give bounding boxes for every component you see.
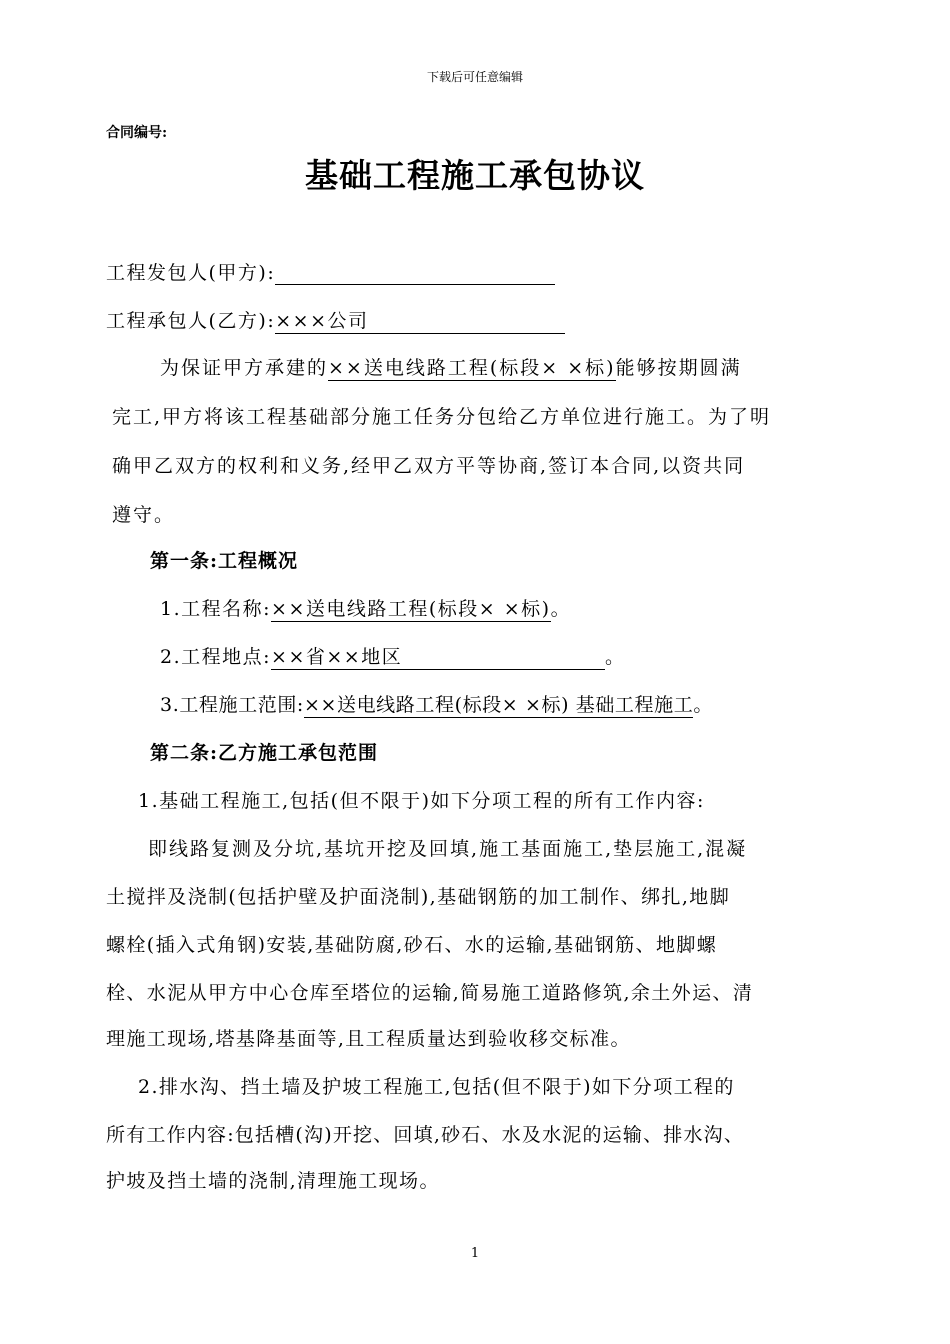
- article-2-item-1-line-1: 1.基础工程施工,包括(但不限于)如下分项工程的所有工作内容:: [138, 790, 705, 812]
- article-2-item-2-line-1: 2.排水沟、挡土墙及护坡工程施工,包括(但不限于)如下分项工程的: [138, 1076, 735, 1098]
- party-b-value: ×××公司: [275, 306, 565, 334]
- article-2-item-1-line-5: 栓、水泥从甲方中心仓库至塔位的运输,简易施工道路修筑,余土外运、清: [106, 982, 754, 1004]
- intro-line-3: 确甲乙双方的权利和义务,经甲乙双方平等协商,签订本合同,以资共同: [112, 455, 746, 477]
- project-name-value: ××送电线路工程(标段× ×标): [271, 594, 551, 622]
- article-1-item-1: [160, 594, 571, 622]
- intro-text: 为保证甲方承建的: [160, 357, 329, 379]
- article-2-item-1-line-4: 螺栓(插入式角钢)安装,基础防腐,砂石、水的运输,基础钢筋、地脚螺: [106, 934, 718, 956]
- intro-project-name: ××送电线路工程(标段× ×标): [328, 357, 616, 379]
- article-2-item-1-line-3: 土搅拌及浇制(包括护壁及护面浇制),基础钢筋的加工制作、绑扎,地脚: [106, 886, 731, 908]
- article-2-title: 第二条:乙方施工承包范围: [150, 742, 379, 764]
- project-location-value: ××省××地区: [271, 642, 605, 670]
- party-a-blank: [275, 262, 555, 285]
- intro-line-2: 完工,甲方将该工程基础部分施工任务分包给乙方单位进行施工。为了明: [112, 406, 772, 428]
- item-label: 2.工程地点:: [160, 646, 272, 668]
- party-a-line: [106, 258, 555, 285]
- item-label: 3.工程施工范围:: [160, 694, 304, 716]
- party-b-label: 工程承包人(乙方):: [106, 310, 276, 332]
- page-number: 1: [470, 1246, 480, 1261]
- party-a-label: 工程发包人(甲方):: [106, 262, 276, 284]
- item-label: 1.工程名称:: [160, 598, 272, 620]
- party-b-line: [106, 306, 565, 334]
- article-1-title: 第一条:工程概况: [150, 550, 299, 572]
- contract-number-label: 合同编号:: [106, 125, 168, 141]
- intro-text: 能够按期圆满: [615, 357, 742, 379]
- intro-line-1: [160, 344, 742, 393]
- article-2-item-1-line-6: 理施工现场,塔基降基面等,且工程质量达到验收移交标准。: [106, 1028, 631, 1050]
- construction-scope-value: ××送电线路工程(标段× ×标) 基础工程施工: [304, 690, 693, 718]
- article-1-item-2: [160, 642, 626, 670]
- item-end: 。: [605, 646, 626, 668]
- item-end: 。: [550, 598, 572, 620]
- item-end: 。: [693, 694, 713, 716]
- article-2-item-1-line-2: 即线路复测及分坑,基坑开挖及回填,施工基面施工,垫层施工,混凝: [148, 838, 748, 860]
- article-1-item-3: [160, 690, 713, 718]
- page-header: 下载后可任意编辑: [426, 70, 523, 84]
- article-2-item-2-line-2: 所有工作内容:包括槽(沟)开挖、回填,砂石、水及水泥的运输、排水沟、: [106, 1124, 745, 1146]
- document-title: 基础工程施工承包协议: [305, 156, 645, 195]
- intro-line-4: 遵守。: [112, 504, 176, 526]
- article-2-item-2-line-3: 护坡及挡土墙的浇制,清理施工现场。: [106, 1170, 440, 1192]
